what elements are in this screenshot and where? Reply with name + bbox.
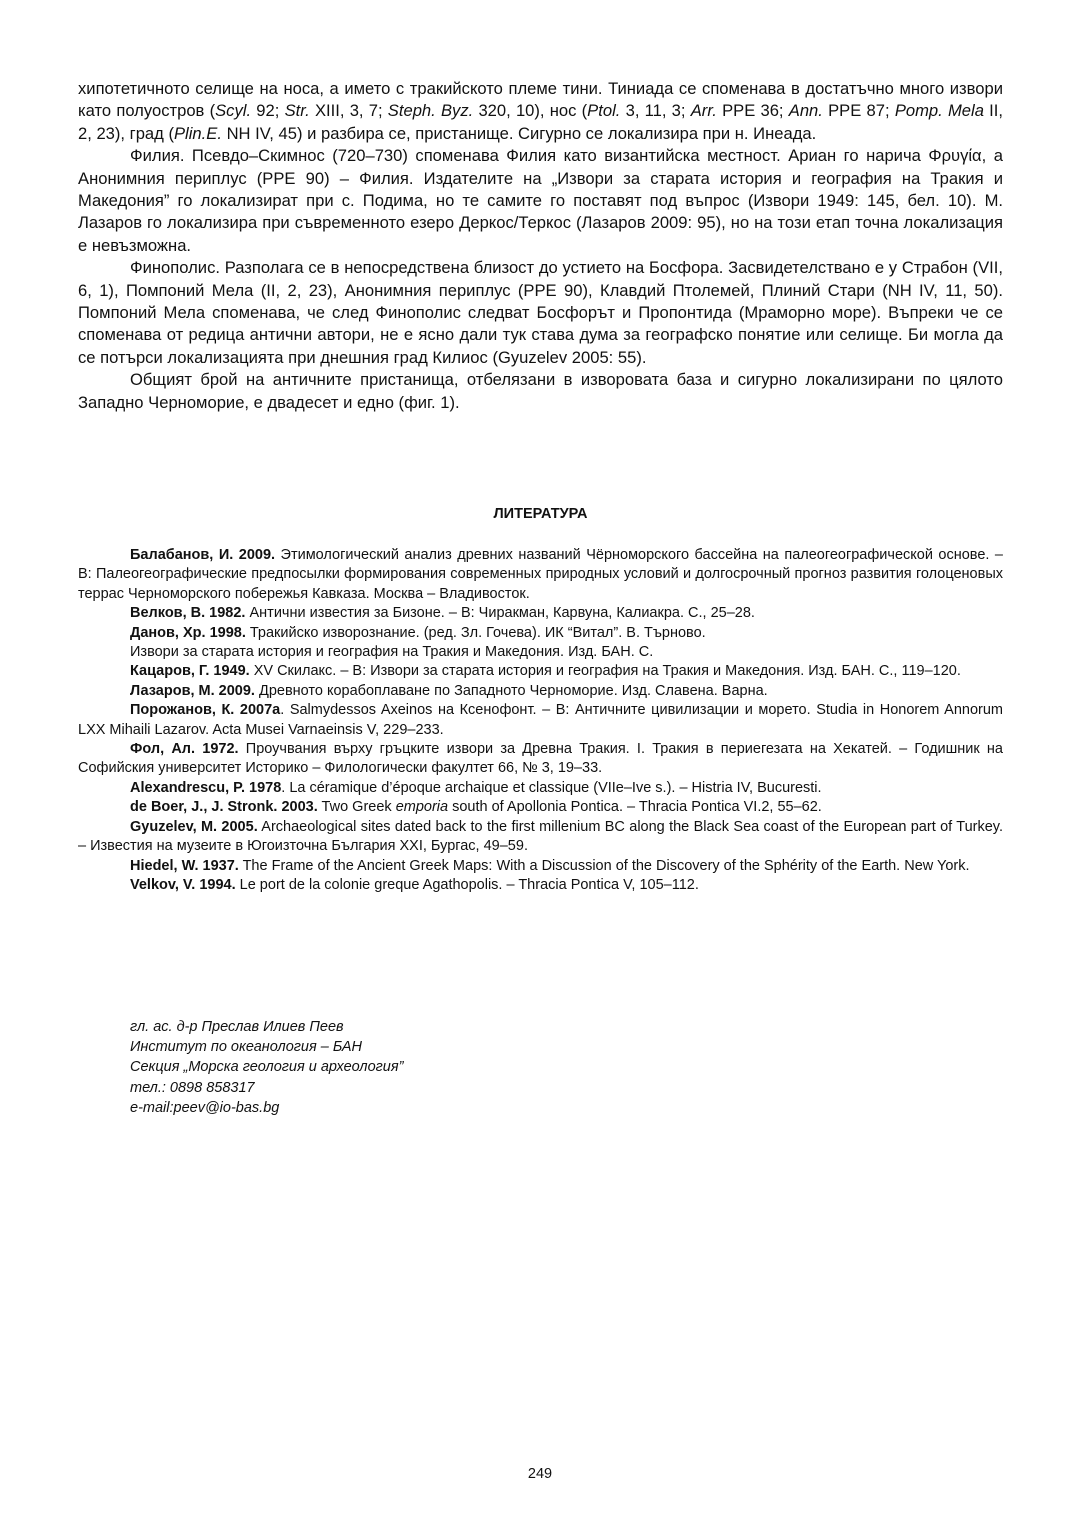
reference-item: Балабанов, И. 2009. Этимологический анализ древних названий Чёрноморского бассейна на палеогеографической основе. – В: Палеогеографические предпосылки формирования современных природных условий и долгосрочный прогноз развития голоценовых террас Черноморского побережья Кавказа. Москва – Владивосток. [78, 547, 1003, 602]
paragraph-total-ports: Общият брой на античните пристанища, отбелязани в изворовата база и сигурно локализирани по цялото Западно Черноморие, е двадесет и едно (фиг. 1). [78, 370, 1003, 412]
reference-item: Порожанов, К. 2007а. Salmydessos Axeinos на Ксенофонт. – В: Античните цивилизации и морето. Studia in Honorem Annorum LXX Mihaili Lazarov. Acta Musei Varnaeinsis V, 229–233. [78, 702, 1003, 738]
author-section: Секция „Морска геология и археология” [130, 1059, 404, 1076]
body-text [78, 78, 1003, 414]
reference-list [78, 546, 1003, 895]
reference-item: Velkov, V. 1994. Le port de la colonie greque Agathopolis. – Thracia Pontica V, 105–112. [130, 876, 699, 893]
author-phone: тел.: 0898 858317 [130, 1079, 255, 1096]
reference-item: Данов, Хр. 1998. Тракийско изворознание. (ред. Зл. Гочева). ИК “Витал”. В. Търново. [130, 624, 706, 641]
paragraph-finopolis: Финополис. Разполага се в непосредствена близост до устието на Босфора. Засвидетелствано е у Страбон (VII, 6, 1), Помпоний Мела (II, 2, 23), Анонимния периплус (PPE 90), Клавдий Птолемей, Плиний Стари (NH IV, 11, 50). Помпоний Мела споменава, че след Финополис следват Босфорът и Пропонтида (Мраморно море). Въпреки че се споменава от редица антични автори, не е ясно дали тук става дума за географско понятие или селище. Би могла да се потърси локализацията при днешния град Килиос (Gyuzelev 2005: 55). [78, 258, 1003, 367]
page-number: 249 [527, 1466, 553, 1482]
author-email: e-mail:peev@io-bas.bg [130, 1099, 280, 1116]
author-institute: Институт по океанология – БАН [130, 1039, 362, 1056]
reference-item: Hiedel, W. 1937. The Frame of the Ancient Greek Maps: With a Discussion of the Discovery of the Sphérity of the Earth. New York. [130, 857, 970, 874]
reference-item: Лазаров, М. 2009. Древното корабоплаване по Западното Черноморие. Изд. Славена. Варна. [130, 682, 768, 699]
reference-item: Alexandrescu, P. 1978. La céramique d’époque archaique et classique (VIIe–Ive s.). – Histria IV, Bucuresti. [130, 779, 822, 796]
reference-item: Кацаров, Г. 1949. XV Скилакс. – В: Извори за старата история и география на Тракия и Македония. Изд. БАН. С., 119–120. [130, 663, 961, 680]
author-signature [130, 1017, 403, 1118]
reference-item: Извори за старата история и география на Тракия и Македония. Изд. БАН. С. [130, 644, 654, 661]
reference-item: Велков, В. 1982. Антични известия за Бизоне. – В: Чиракман, Карвуна, Калиакра. С., 25–28. [130, 605, 755, 622]
author-name: гл. ас. д-р Преслав Илиев Пеев [130, 1019, 344, 1035]
references-heading: ЛИТЕРАТУРА [493, 506, 588, 522]
paragraph-filia: Филия. Псевдо–Скимнос (720–730) споменава Филия като византийска местност. Ариан го нарича Φρυγία, а Анонимния периплус (PPE 90) – Филия. Издателите на „Извори за старата история и география на Тракия и Македония” го локализират при с. Подима, но те самите го поставят под въпрос (Извори 1949: 145, бел. 10). М. Лазаров го локализира при съвременното езеро Деркос/Теркос (Лазаров 2009: 95), но на този етап точна локализация е невъзможна. [78, 146, 1003, 255]
reference-item: Gyuzelev, M. 2005. Archaeological sites dated back to the first millenium BC along the Black Sea coast of the European part of Turkey. – Известия на музеите в Югоизточна България XXI, Бургас, 49–59. [78, 818, 1003, 855]
reference-item: de Boer, J., J. Stronk. 2003. Two Greek emporia south of Apollonia Pontica. – Thracia Pontica VI.2, 55–62. [130, 799, 822, 816]
paragraph-tiniada: хипотетичното селище на носа, а името с тракийското племе тини. Тиниада се споменава в достатъчно много извори като полуостров (Scyl. 92; Str. XIII, 3, 7; Steph. Byz. 320, 10), нос (Ptol. 3, 11, 3; Arr. PPE 36; Ann. PPE 87; Pomp. Mela II, 2, 23), град (Plin.E. NH IV, 45) и разбира се, пристанище. Сигурно се локализира при н. Инеада. [78, 79, 1003, 143]
reference-item: Фол, Ал. 1972. Проучвания върху гръцките извори за Древна Тракия. I. Тракия в периегезата на Хекатей. – Годишник на Софийския университет Историко – Филологически факултет 66, № 3, 19–33. [78, 741, 1003, 777]
